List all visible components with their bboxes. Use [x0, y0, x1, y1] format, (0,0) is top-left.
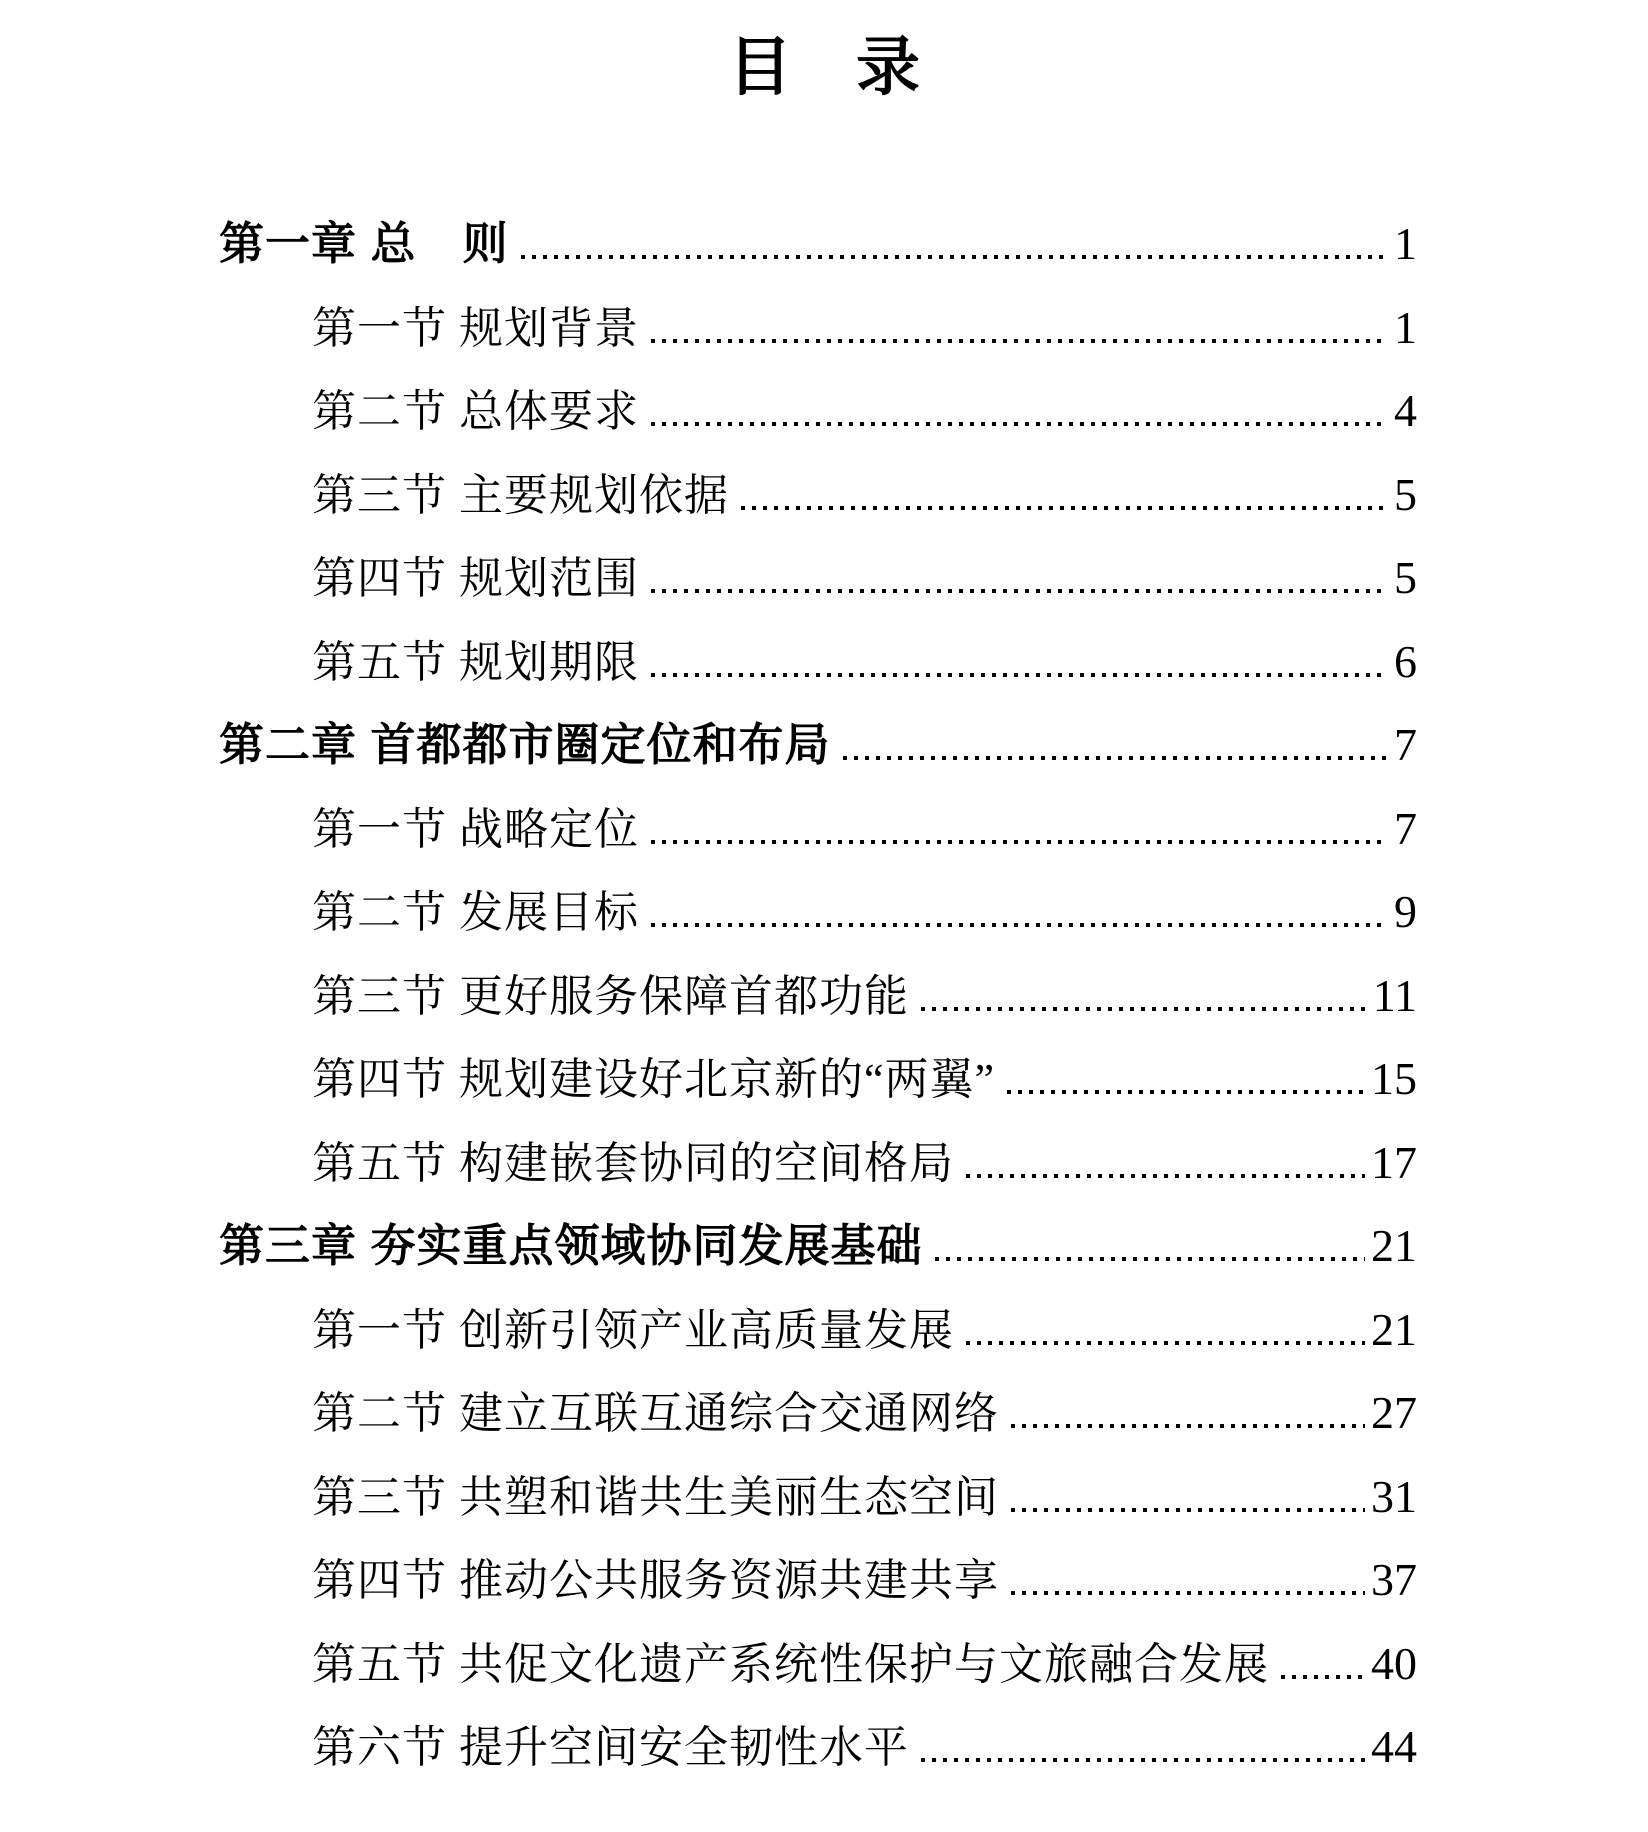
- toc-entry-label: 第四节 规划建设好北京新的“两翼”: [312, 1055, 996, 1104]
- toc-entry-label: 第二章 首都都市圈定位和布局: [219, 719, 831, 770]
- toc-entry-label: 第五节 规划期限: [312, 637, 639, 687]
- toc-entry-label: 第二节 发展目标: [312, 888, 639, 937]
- toc-entry-section: [0, 1136, 1648, 1224]
- toc-entry-page: 44: [1371, 1721, 1417, 1772]
- toc-entry-chapter: [0, 719, 1648, 806]
- toc-entry-page: 37: [1371, 1554, 1417, 1605]
- toc-entry-section: [0, 635, 1648, 723]
- toc-leader-dots: [651, 339, 1388, 343]
- toc-entry-label: 第三章 夯实重点领域协同发展基础: [219, 1220, 923, 1271]
- toc-entry-page: 40: [1371, 1637, 1417, 1689]
- toc-leader-dots: [651, 840, 1388, 844]
- toc-entry-page: 4: [1394, 385, 1417, 436]
- toc-entry-page: 6: [1394, 635, 1417, 687]
- toc-entry-label: 第四节 规划范围: [312, 554, 639, 603]
- toc-entry-label: 第三节 共塑和谐共生美丽生态空间: [312, 1472, 999, 1522]
- toc-entry-page: 9: [1394, 886, 1417, 937]
- toc-entry-section: [0, 1637, 1648, 1725]
- toc-entry-chapter: [0, 1220, 1648, 1307]
- toc-entry-page: 1: [1394, 301, 1417, 353]
- toc-entry-section: [0, 1053, 1648, 1140]
- toc-entry-section: [0, 1554, 1648, 1641]
- toc-leader-dots: [1011, 1508, 1365, 1512]
- toc-entry-label: 第三节 更好服务保障首都功能: [312, 971, 909, 1021]
- toc-leader-dots: [966, 1341, 1365, 1345]
- toc-entry-page: 15: [1371, 1053, 1417, 1104]
- toc-entry-label: 第一节 规划背景: [312, 303, 639, 353]
- toc-leader-dots: [651, 923, 1388, 927]
- toc-entry-label: 第五节 共促文化遗产系统性保护与文旅融合发展: [312, 1639, 1269, 1689]
- toc-entry-page: 7: [1394, 802, 1417, 854]
- page-title: 目 录: [728, 32, 920, 103]
- toc-leader-dots: [651, 422, 1388, 426]
- toc-entry-section: [0, 385, 1648, 472]
- toc-entry-page: 21: [1371, 1220, 1417, 1271]
- toc-entry-page: 5: [1394, 552, 1417, 603]
- toc-list: [0, 218, 1648, 1808]
- toc-entry-section: [0, 802, 1648, 890]
- toc-leader-dots: [921, 1007, 1367, 1011]
- toc-entry-label: 第五节 构建嵌套协同的空间格局: [312, 1138, 954, 1188]
- toc-leader-dots: [1281, 1675, 1365, 1679]
- toc-entry-label: 第三节 主要规划依据: [312, 470, 729, 520]
- toc-entry-page: 21: [1371, 1303, 1417, 1355]
- toc-entry-section: [0, 468, 1648, 556]
- toc-entry-section: [0, 886, 1648, 973]
- toc-leader-dots: [651, 589, 1388, 593]
- toc-entry-page: 1: [1394, 218, 1417, 269]
- toc-entry-section: [0, 969, 1648, 1057]
- toc-entry-chapter: [0, 218, 1648, 305]
- toc-leader-dots: [1007, 1090, 1365, 1094]
- toc-entry-page: 17: [1371, 1136, 1417, 1188]
- toc-entry-label: 第一节 创新引领产业高质量发展: [312, 1305, 954, 1355]
- toc-entry-section: [0, 301, 1648, 389]
- toc-entry-label: 第六节 提升空间安全韧性水平: [312, 1723, 909, 1772]
- toc-leader-dots: [1011, 1424, 1365, 1428]
- toc-entry-page: 27: [1371, 1387, 1417, 1438]
- toc-entry-section: [0, 1387, 1648, 1474]
- toc-entry-section: [0, 1470, 1648, 1558]
- toc-leader-dots: [921, 1758, 1365, 1762]
- toc-entry-label: 第一章 总 则: [219, 218, 509, 269]
- toc-leader-dots: [521, 255, 1388, 259]
- toc-leader-dots: [1011, 1591, 1365, 1595]
- toc-entry-page: 7: [1394, 719, 1417, 770]
- toc-entry-section: [0, 552, 1648, 639]
- toc-entry-section: [0, 1303, 1648, 1391]
- toc-entry-label: 第一节 战略定位: [312, 804, 639, 854]
- toc-entry-label: 第二节 总体要求: [312, 387, 639, 436]
- toc-entry-section: [0, 1721, 1648, 1808]
- toc-leader-dots: [935, 1257, 1365, 1261]
- toc-entry-label: 第二节 建立互联互通综合交通网络: [312, 1389, 999, 1438]
- toc-entry-page: 31: [1371, 1470, 1417, 1522]
- toc-entry-label: 第四节 推动公共服务资源共建共享: [312, 1556, 999, 1605]
- toc-leader-dots: [651, 673, 1388, 677]
- toc-leader-dots: [843, 756, 1388, 760]
- toc-entry-page: 5: [1394, 468, 1417, 520]
- toc-leader-dots: [966, 1174, 1365, 1178]
- toc-entry-page: 11: [1372, 969, 1417, 1021]
- toc-leader-dots: [741, 506, 1388, 510]
